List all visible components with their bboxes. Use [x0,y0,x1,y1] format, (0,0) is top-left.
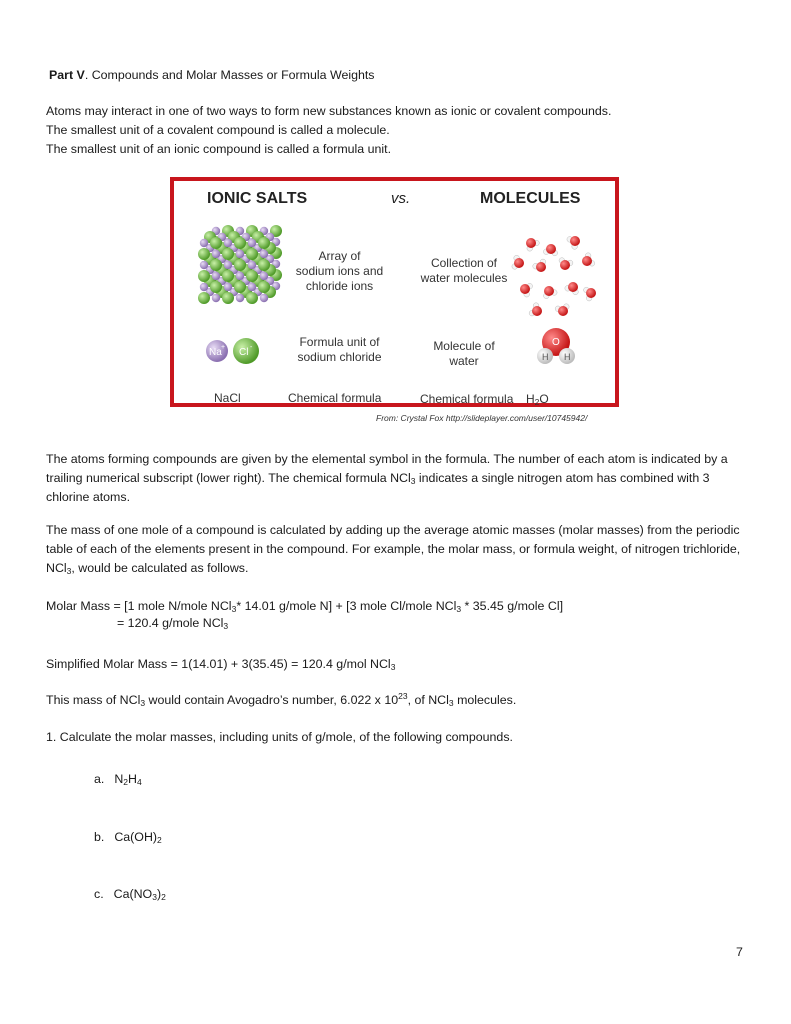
chloride-sphere [234,281,246,293]
sodium-sphere [260,294,268,302]
chloride-ion-label: Cl [239,347,249,358]
collection-label: Collection of water molecules [420,256,508,285]
chloride-sphere [222,292,234,304]
water-molecule [555,304,569,316]
nacl-lattice-icon [192,225,284,313]
chloride-sphere [246,292,258,304]
water-molecule [526,238,539,251]
chloride-sphere [246,248,258,260]
h2o-formula: $H_2O$ [526,392,549,407]
sodium-sphere [200,239,208,247]
sodium-sphere [212,294,220,302]
sodium-sphere [236,272,244,280]
sodium-sphere [224,261,232,269]
chloride-sphere [234,259,246,271]
question-1: 1. Calculate the molar masses, including units of g/mole, of the following compounds. [46,730,513,744]
nacl-formula: NaCl [214,391,241,405]
oxygen-atom-label: O [552,337,560,348]
sodium-sphere [260,250,268,258]
sodium-sphere [200,261,208,269]
sodium-sphere [236,250,244,258]
figure-title-vs: vs. [391,190,411,207]
item-a: a. $N_2H_4$ [94,772,142,787]
section-heading: Part V. Compounds and Molar Masses or Formula Weights [49,68,375,82]
chemical-formula-left: Chemical formula [288,391,382,405]
sodium-sphere [224,239,232,247]
array-label: Array of sodium ions and chloride ions [295,249,384,293]
hydrogen-atom-label-right: H [564,352,571,362]
sodium-ion-label: Na [209,347,222,358]
chloride-sphere [198,292,210,304]
chloride-sphere [258,281,270,293]
simplified-molar-mass: Simplified Molar Mass = 1(14.01) + 3(35.45) = 120.4 g/mol NCl$_3$ [46,657,396,672]
ionic-vs-molecules-figure [170,177,619,407]
item-c: c. $Ca(NO_3)_2$ [94,887,166,902]
sodium-sphere [248,283,256,291]
sodium-sphere [212,250,220,258]
chloride-ion-charge: - [250,344,253,351]
chloride-sphere [210,259,222,271]
formula-unit-icon [204,335,264,367]
intro-line-3: The smallest unit of an ionic compound is called a formula unit. [46,142,392,156]
chloride-sphere [234,237,246,249]
formula-unit-label: Formula unit of sodium chloride [297,335,382,364]
chemical-formula-right: Chemical formula [420,392,514,406]
paragraph-molar-mass: The mass of one mole of a compound is calculated by adding up the average atomic masses (molar masses) from the periodic table of each of the elements present in the compound. For example, the molar mass, or formula weight, of nitrogen trichloride, NCl$_3$, would be calculated as follows. [46,523,741,576]
paragraph-formula-subscripts: The atoms forming compounds are given by the elemental symbol in the formula. The number of each atom is indicated by a trailing numerical subscript (lower right). The chemical formula NCl$_3$ indicates a single nitrogen atom has combined with 3 chlorine atoms. [46,452,728,504]
sodium-sphere [248,261,256,269]
chloride-sphere [246,270,258,282]
chloride-sphere [258,259,270,271]
figure-credit: From: Crystal Fox http://slideplayer.com/user/10745942/ [376,413,588,423]
molar-mass-equation: Molar Mass = [1 mole N/mole NCl$_3$* 14.01 g/mole N] + [3 mole Cl/mole NCl$_3$ * 35.45 g/mole Cl] [46,599,564,614]
sodium-sphere [260,272,268,280]
molecule-label: Molecule of water [433,339,495,368]
water-molecule [520,283,533,297]
water-molecule [529,303,542,316]
figure-title-molecules: MOLECULES [480,190,581,207]
sodium-ion-charge: + [221,344,226,351]
sodium-sphere [248,239,256,247]
sodium-sphere [236,294,244,302]
water-molecule [544,286,558,299]
item-b: b. $Ca(OH)_2$ [94,830,162,845]
intro-line-1: Atoms may interact in one of two ways to form new substances known as ionic or covalent compounds. [46,104,612,118]
water-molecules-icon [511,231,601,321]
molar-mass-result: = 120.4 g/mole NCl$_3$ [117,616,229,631]
water-molecule [584,287,596,301]
water-molecule [567,236,580,249]
chloride-sphere [258,237,270,249]
water-molecule [582,253,595,266]
figure-title-ionic-salts: IONIC SALTS [207,190,308,207]
page-number: 7 [736,945,743,959]
water-molecule [533,259,546,272]
water-molecule [565,282,578,295]
chloride-sphere [222,270,234,282]
water-molecule [543,244,557,256]
chloride-sphere [210,281,222,293]
intro-line-2: The smallest unit of a covalent compound is called a molecule. [46,123,390,137]
chloride-sphere [198,248,210,260]
chloride-sphere [210,237,222,249]
sodium-sphere [200,283,208,291]
water-molecule [559,258,573,270]
chloride-sphere [222,248,234,260]
sodium-sphere [212,272,220,280]
avogadro-statement: This mass of NCl$_3$ would contain Avogadro’s number, 6.022 x $10^{23}$, of NCl$_3$ molecules. [46,691,517,708]
water-molecule [512,255,524,269]
chloride-sphere [198,270,210,282]
sodium-sphere [224,283,232,291]
hydrogen-atom-label-left: H [542,352,549,362]
water-molecule-icon [531,326,581,368]
